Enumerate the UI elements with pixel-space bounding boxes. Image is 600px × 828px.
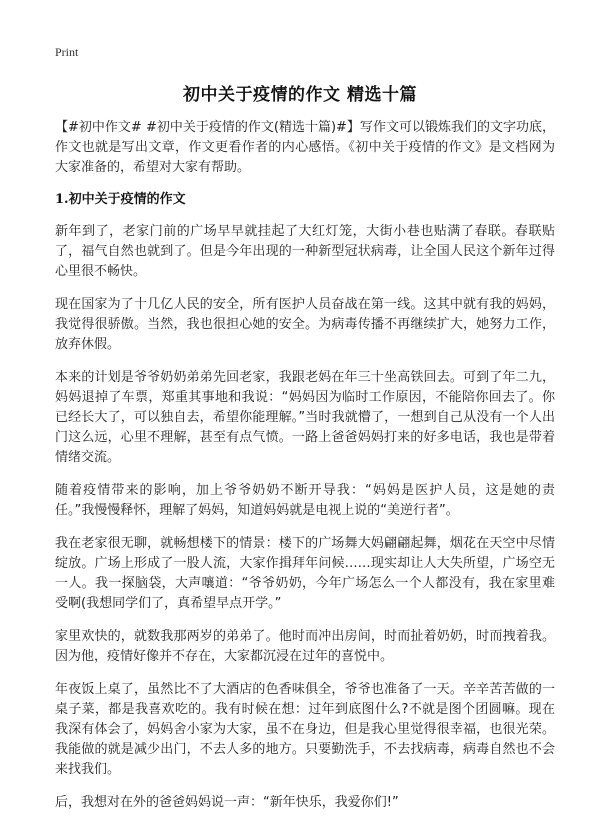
body-paragraph: 现在国家为了十几亿人民的安全，所有医护人员奋战在第一线。这其中就有我的妈妈，我觉得很骄傲。当然，我也很担心她的安全。为病毒传播不再继续扩大，她努力工作，放弃休假。: [55, 297, 555, 352]
intro-paragraph: 【#初中作文# #初中关于疫情的作文(精选十篇)#】写作文可以锻炼我们的文字功底，作文也就是写出文章，作文更看作者的内心感悟。《初中关于疫情的作文》是文档网为大家准备的，希望对大家有帮助。: [55, 120, 555, 175]
body-paragraph: 本来的计划是爷爷奶奶弟弟先回老家，我跟老妈在年三十坐高铁回去。可到了年二九，妈妈退掉了车票，郑重其事地和我说：“妈妈因为临时工作原因，不能陪你回去了。你已经长大了，可以独自去，希望你能理解。”当时我就懵了，一想到自己从没有一个人出门这么远，心里不理解，甚至有点气愤。一路上爸爸妈妈打来的好多电话，我也是带着情绪交流。: [55, 370, 555, 465]
body-paragraph: 新年到了，老家门前的广场早早就挂起了大红灯笼，大街小巷也贴满了春联。春联贴了，福气自然也就到了。但是今年出现的一种新型冠状病毒，让全国人民这个新年过得心里很不畅快。: [55, 224, 555, 279]
print-label: Print: [55, 45, 79, 59]
body-paragraph: 家里欢快的，就数我那两岁的弟弟了。他时而冲出房间，时而扯着奶奶，时而拽着我。因为他，疫情好像并不存在，大家都沉浸在过年的喜悦中。: [55, 629, 555, 664]
body-paragraph: 后，我想对在外的爸爸妈妈说一声：“新年快乐，我爱你们!”: [55, 795, 399, 810]
section-heading: 1.初中关于疫情的作文: [55, 192, 186, 207]
page-title: 初中关于疫情的作文 精选十篇: [183, 85, 417, 105]
article-body: [55, 118, 555, 826]
body-paragraph: 随着疫情带来的影响，加上爷爷奶奶不断开导我：“妈妈是医护人员，这是她的责任。”我慢慢释怀，理解了妈妈，知道妈妈就是电视上说的“美逆行者”。: [55, 483, 555, 518]
body-paragraph: 年夜饭上桌了，虽然比不了大酒店的色香味俱全，爷爷也准备了一天。辛辛苦苦做的一桌子菜，都是我喜欢吃的。我有时候在想：过年到底图什么?不就是图个团圆嘛。现在我深有体会了，妈妈舍小家为大家，虽不在身边，但是我心里觉得很幸福，也很光荣。我能做的就是减少出门，不去人多的地方。只要勤洗手，不去找病毒，病毒自然也不会来找我们。: [55, 682, 555, 777]
body-paragraph: 我在老家很无聊，就畅想楼下的情景：楼下的广场舞大妈翩翩起舞，烟花在天空中尽情绽放。广场上形成了一股人流，大家作揖拜年问候……现实却让人大失所望，广场空无一人。我一探脑袋，大声嚷道：“爷爷奶奶，今年广场怎么一个人都没有，我在家里难受啊(我想同学们了，真希望早点开学。”: [55, 536, 555, 611]
